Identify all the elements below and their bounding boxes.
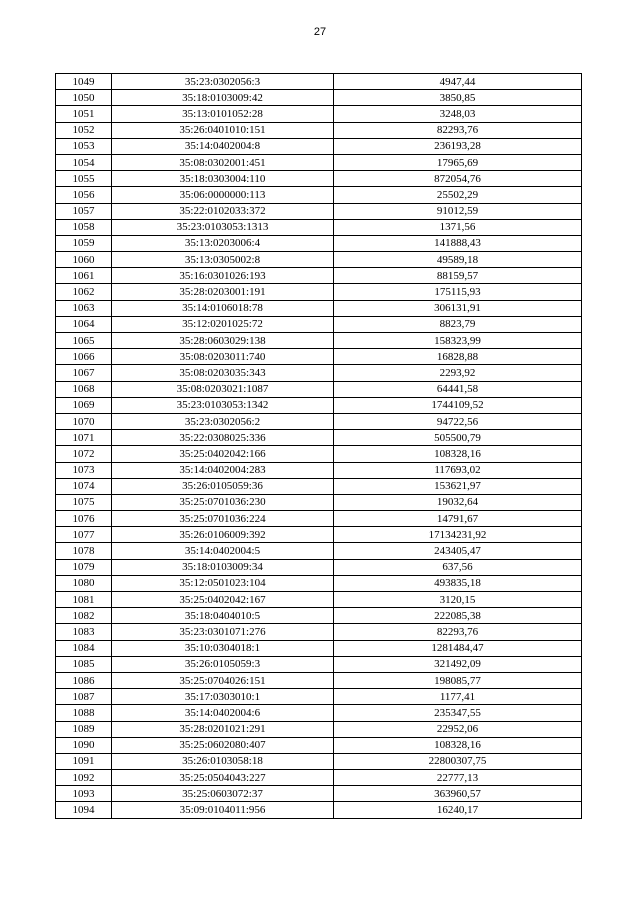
table-row [56,624,582,640]
row-number-cell: 1077 [56,527,112,543]
value-cell: 16828,88 [334,349,582,365]
table-row [56,413,582,429]
cadastral-number-cell: 35:25:0701036:224 [112,511,334,527]
cadastral-number-cell: 35:28:0603029:138 [112,333,334,349]
row-number-cell: 1073 [56,462,112,478]
value-cell: 25502,29 [334,187,582,203]
cadastral-number-cell: 35:16:0301026:193 [112,268,334,284]
value-cell: 158323,99 [334,333,582,349]
cadastral-number-cell: 35:18:0404010:5 [112,608,334,624]
row-number-cell: 1090 [56,737,112,753]
row-number-cell: 1050 [56,90,112,106]
table-row [56,284,582,300]
value-cell: 141888,43 [334,235,582,251]
table-row [56,786,582,802]
row-number-cell: 1063 [56,300,112,316]
value-cell: 235347,55 [334,705,582,721]
row-number-cell: 1069 [56,397,112,413]
cadastral-number-cell: 35:14:0106018:78 [112,300,334,316]
table-row [56,381,582,397]
value-cell: 1371,56 [334,219,582,235]
row-number-cell: 1052 [56,122,112,138]
row-number-cell: 1053 [56,138,112,154]
table-row [56,90,582,106]
row-number-cell: 1093 [56,786,112,802]
cadastral-number-cell: 35:22:0308025:336 [112,430,334,446]
cadastral-number-cell: 35:26:0105059:3 [112,656,334,672]
cadastral-value-table [55,73,582,819]
row-number-cell: 1061 [56,268,112,284]
value-cell: 505500,79 [334,430,582,446]
value-cell: 363960,57 [334,786,582,802]
table-row [56,446,582,462]
table-row [56,365,582,381]
value-cell: 198085,77 [334,672,582,688]
table-row [56,106,582,122]
row-number-cell: 1062 [56,284,112,300]
table-row [56,333,582,349]
row-number-cell: 1051 [56,106,112,122]
table-row [56,478,582,494]
value-cell: 4947,44 [334,74,582,90]
cadastral-number-cell: 35:14:0402004:5 [112,543,334,559]
table-row [56,122,582,138]
cadastral-number-cell: 35:26:0401010:151 [112,122,334,138]
row-number-cell: 1056 [56,187,112,203]
row-number-cell: 1049 [56,74,112,90]
table-row [56,770,582,786]
table-row [56,802,582,818]
cadastral-number-cell: 35:23:0103053:1342 [112,397,334,413]
cadastral-number-cell: 35:06:0000000:113 [112,187,334,203]
value-cell: 321492,09 [334,656,582,672]
table-row [56,721,582,737]
row-number-cell: 1091 [56,753,112,769]
row-number-cell: 1057 [56,203,112,219]
cadastral-number-cell: 35:18:0103009:42 [112,90,334,106]
cadastral-number-cell: 35:25:0704026:151 [112,672,334,688]
cadastral-number-cell: 35:25:0402042:167 [112,592,334,608]
cadastral-number-cell: 35:17:0303010:1 [112,689,334,705]
table-row [56,494,582,510]
cadastral-number-cell: 35:23:0302056:3 [112,74,334,90]
value-cell: 1177,41 [334,689,582,705]
table-row [56,462,582,478]
cadastral-number-cell: 35:12:0201025:72 [112,316,334,332]
cadastral-number-cell: 35:18:0303004:110 [112,171,334,187]
value-cell: 1744109,52 [334,397,582,413]
value-cell: 82293,76 [334,624,582,640]
row-number-cell: 1084 [56,640,112,656]
cadastral-number-cell: 35:22:0102033:372 [112,203,334,219]
table-row [56,171,582,187]
value-cell: 872054,76 [334,171,582,187]
page-number: 27 [313,26,327,38]
table-row [56,753,582,769]
value-cell: 222085,38 [334,608,582,624]
value-cell: 22800307,75 [334,753,582,769]
row-number-cell: 1072 [56,446,112,462]
row-number-cell: 1059 [56,235,112,251]
value-cell: 82293,76 [334,122,582,138]
value-cell: 2293,92 [334,365,582,381]
cadastral-number-cell: 35:28:0201021:291 [112,721,334,737]
row-number-cell: 1065 [56,333,112,349]
value-cell: 16240,17 [334,802,582,818]
row-number-cell: 1081 [56,592,112,608]
row-number-cell: 1060 [56,252,112,268]
table-row [56,705,582,721]
table-row [56,592,582,608]
cadastral-number-cell: 35:25:0603072:37 [112,786,334,802]
cadastral-number-cell: 35:14:0402004:283 [112,462,334,478]
value-cell: 637,56 [334,559,582,575]
table-row [56,300,582,316]
value-cell: 493835,18 [334,575,582,591]
cadastral-number-cell: 35:26:0106009:392 [112,527,334,543]
table-row [56,397,582,413]
row-number-cell: 1068 [56,381,112,397]
cadastral-number-cell: 35:28:0203001:191 [112,284,334,300]
value-cell: 3120,15 [334,592,582,608]
cadastral-number-cell: 35:23:0301071:276 [112,624,334,640]
cadastral-number-cell: 35:10:0304018:1 [112,640,334,656]
table-row [56,203,582,219]
value-cell: 236193,28 [334,138,582,154]
value-cell: 22777,13 [334,770,582,786]
cadastral-number-cell: 35:25:0602080:407 [112,737,334,753]
cadastral-number-cell: 35:25:0402042:166 [112,446,334,462]
row-number-cell: 1074 [56,478,112,494]
cadastral-number-cell: 35:09:0104011:956 [112,802,334,818]
table-row [56,74,582,90]
table-body [56,74,582,819]
cadastral-number-cell: 35:25:0701036:230 [112,494,334,510]
cadastral-number-cell: 35:08:0203021:1087 [112,381,334,397]
cadastral-number-cell: 35:23:0103053:1313 [112,219,334,235]
table-row [56,511,582,527]
row-number-cell: 1080 [56,575,112,591]
row-number-cell: 1064 [56,316,112,332]
table-row [56,737,582,753]
row-number-cell: 1066 [56,349,112,365]
value-cell: 22952,06 [334,721,582,737]
row-number-cell: 1085 [56,656,112,672]
row-number-cell: 1067 [56,365,112,381]
row-number-cell: 1058 [56,219,112,235]
value-cell: 243405,47 [334,543,582,559]
cadastral-number-cell: 35:25:0504043:227 [112,770,334,786]
cadastral-number-cell: 35:14:0402004:8 [112,138,334,154]
row-number-cell: 1094 [56,802,112,818]
row-number-cell: 1089 [56,721,112,737]
table-row [56,689,582,705]
value-cell: 17965,69 [334,154,582,170]
row-number-cell: 1079 [56,559,112,575]
table-row [56,235,582,251]
cadastral-number-cell: 35:12:0501023:104 [112,575,334,591]
value-cell: 19032,64 [334,494,582,510]
cadastral-number-cell: 35:08:0302001:451 [112,154,334,170]
value-cell: 8823,79 [334,316,582,332]
value-cell: 17134231,92 [334,527,582,543]
row-number-cell: 1088 [56,705,112,721]
value-cell: 153621,97 [334,478,582,494]
table-row [56,672,582,688]
value-cell: 64441,58 [334,381,582,397]
cadastral-number-cell: 35:23:0302056:2 [112,413,334,429]
table-row [56,252,582,268]
table-row [56,430,582,446]
value-cell: 3850,85 [334,90,582,106]
table-row [56,219,582,235]
table-row [56,154,582,170]
cadastral-number-cell: 35:13:0101052:28 [112,106,334,122]
cadastral-number-cell: 35:26:0103058:18 [112,753,334,769]
row-number-cell: 1082 [56,608,112,624]
row-number-cell: 1083 [56,624,112,640]
table-row [56,575,582,591]
table-row [56,316,582,332]
cadastral-number-cell: 35:13:0203006:4 [112,235,334,251]
cadastral-number-cell: 35:26:0105059:36 [112,478,334,494]
table-row [56,559,582,575]
value-cell: 108328,16 [334,737,582,753]
row-number-cell: 1078 [56,543,112,559]
value-cell: 91012,59 [334,203,582,219]
value-cell: 88159,57 [334,268,582,284]
value-cell: 306131,91 [334,300,582,316]
table-row [56,608,582,624]
table-row [56,640,582,656]
cadastral-number-cell: 35:18:0103009:34 [112,559,334,575]
table-row [56,527,582,543]
row-number-cell: 1075 [56,494,112,510]
value-cell: 3248,03 [334,106,582,122]
value-cell: 1281484,47 [334,640,582,656]
cadastral-number-cell: 35:08:0203035:343 [112,365,334,381]
cadastral-number-cell: 35:08:0203011:740 [112,349,334,365]
table-row [56,187,582,203]
value-cell: 175115,93 [334,284,582,300]
row-number-cell: 1071 [56,430,112,446]
table-row [56,543,582,559]
table-row [56,138,582,154]
value-cell: 94722,56 [334,413,582,429]
value-cell: 108328,16 [334,446,582,462]
table-row [56,349,582,365]
table-row [56,268,582,284]
cadastral-number-cell: 35:14:0402004:6 [112,705,334,721]
value-cell: 14791,67 [334,511,582,527]
row-number-cell: 1070 [56,413,112,429]
value-cell: 49589,18 [334,252,582,268]
row-number-cell: 1076 [56,511,112,527]
row-number-cell: 1092 [56,770,112,786]
row-number-cell: 1055 [56,171,112,187]
row-number-cell: 1086 [56,672,112,688]
table-row [56,656,582,672]
cadastral-number-cell: 35:13:0305002:8 [112,252,334,268]
row-number-cell: 1087 [56,689,112,705]
row-number-cell: 1054 [56,154,112,170]
value-cell: 117693,02 [334,462,582,478]
